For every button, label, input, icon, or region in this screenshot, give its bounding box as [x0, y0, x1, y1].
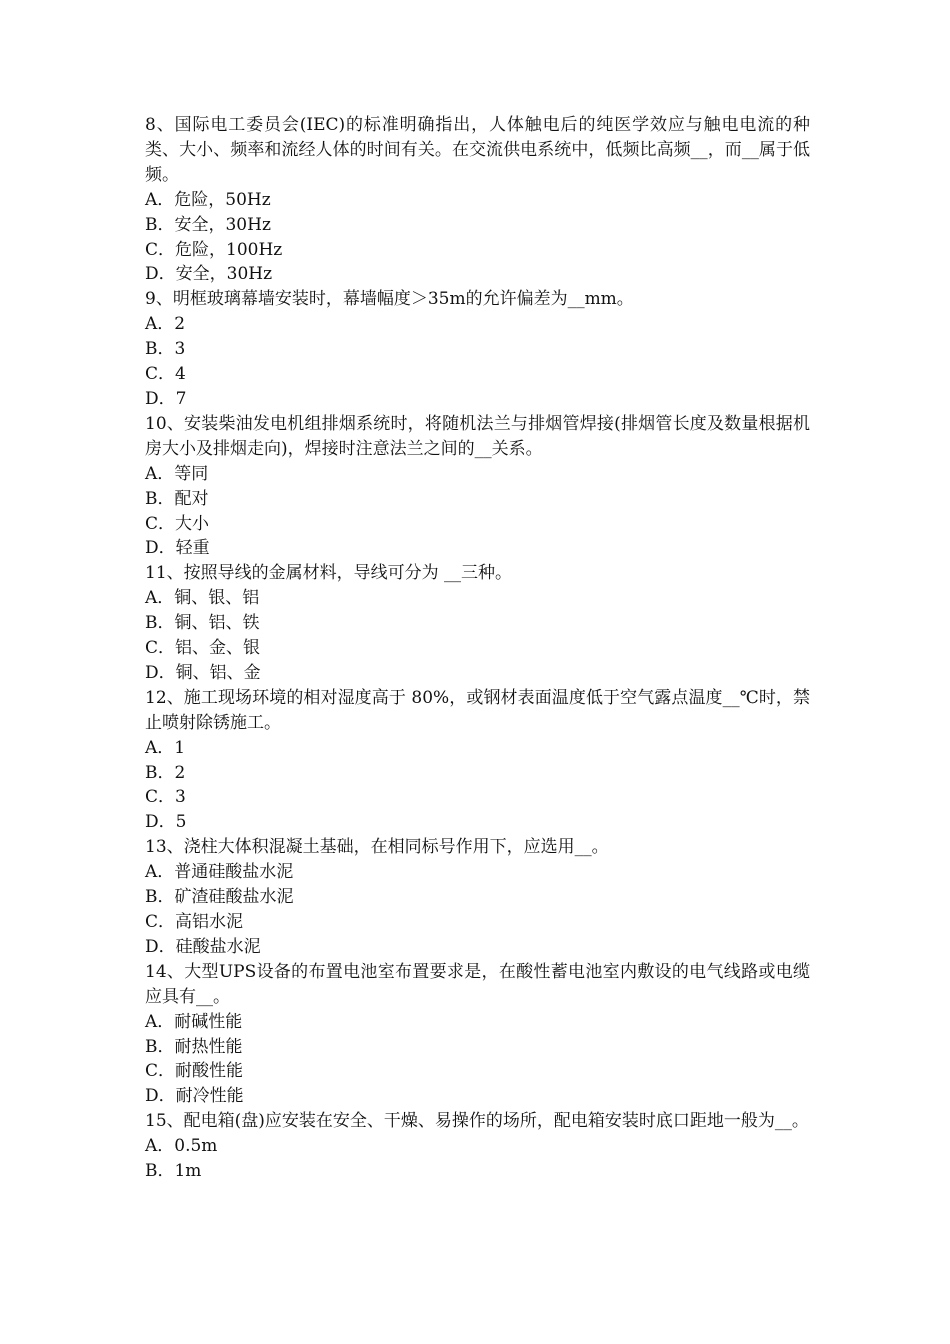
option-a: A．普通硅酸盐水泥 [145, 862, 294, 883]
option-c: C．大小 [145, 513, 210, 534]
option-d: D．硅酸盐水泥 [145, 936, 261, 957]
question-13 [145, 835, 810, 960]
question-stem: 15、配电箱(盘)应安装在安全、干燥、易操作的场所，配电箱安装时底口距地一般为__。 [145, 1111, 809, 1132]
option-b: B．耐热性能 [145, 1036, 243, 1057]
option-a: A．危险，50Hz [145, 189, 271, 210]
question-8 [145, 113, 810, 287]
question-10 [145, 412, 810, 561]
question-stem: 11、按照导线的金属材料，导线可分为 __三种。 [145, 563, 513, 584]
question-stem: 8、国际电工委员会(IEC)的标准明确指出，人体触电后的纯医学效应与触电电流的种类、大小、频率和流经人体的时间有关。在交流供电系统中，低频比高频__，而__属于低频。 [145, 115, 810, 185]
option-d: D．安全，30Hz [145, 264, 273, 285]
option-c: C．高铝水泥 [145, 912, 244, 932]
option-b: B．2 [145, 762, 186, 783]
option-b: B．3 [145, 339, 186, 360]
option-b: B．铜、铝、铁 [145, 613, 260, 634]
question-15 [145, 1109, 810, 1184]
question-stem: 12、施工现场环境的相对湿度高于 80%，或钢材表面温度低于空气露点温度__℃时，禁止喷射除锈施工。 [145, 687, 810, 733]
option-a: A．等同 [145, 463, 209, 484]
question-11 [145, 561, 810, 686]
option-c: C．危险，100Hz [145, 239, 283, 260]
option-d: D．轻重 [145, 538, 210, 559]
option-a: A．1 [145, 737, 186, 758]
question-stem: 13、浇柱大体积混凝土基础，在相同标号作用下，应选用__。 [145, 837, 609, 858]
option-b: B．矿渣硅酸盐水泥 [145, 887, 294, 908]
option-c: C．铝、金、银 [145, 638, 261, 659]
option-a: A．2 [145, 314, 186, 335]
option-c: C．3 [145, 787, 186, 808]
document-page [145, 113, 810, 1184]
question-12 [145, 686, 810, 835]
option-d: D．铜、铝、金 [145, 662, 261, 683]
option-a: A．0.5m [145, 1136, 218, 1157]
option-b: B．配对 [145, 488, 209, 509]
option-c: C．耐酸性能 [145, 1061, 244, 1082]
option-d: D．5 [145, 812, 187, 833]
option-c: C．4 [145, 364, 186, 385]
question-stem: 9、明框玻璃幕墙安装时，幕墙幅度＞35m的允许偏差为__mm。 [145, 289, 634, 310]
option-d: D．耐冷性能 [145, 1086, 244, 1107]
question-stem: 10、安装柴油发电机组排烟系统时，将随机法兰与排烟管焊接(排烟管长度及数量根据机房大小及排烟走向)，焊接时注意法兰之间的__关系。 [145, 413, 810, 459]
question-9 [145, 287, 810, 412]
question-stem: 14、大型UPS设备的布置电池室布置要求是，在酸性蓄电池室内敷设的电气线路或电缆应具有__。 [145, 961, 810, 1007]
question-14 [145, 960, 810, 1109]
option-d: D．7 [145, 388, 187, 409]
option-b: B．1m [145, 1161, 202, 1182]
option-b: B．安全，30Hz [145, 214, 271, 235]
option-a: A．耐碱性能 [145, 1011, 243, 1032]
option-a: A．铜、银、铝 [145, 588, 260, 609]
